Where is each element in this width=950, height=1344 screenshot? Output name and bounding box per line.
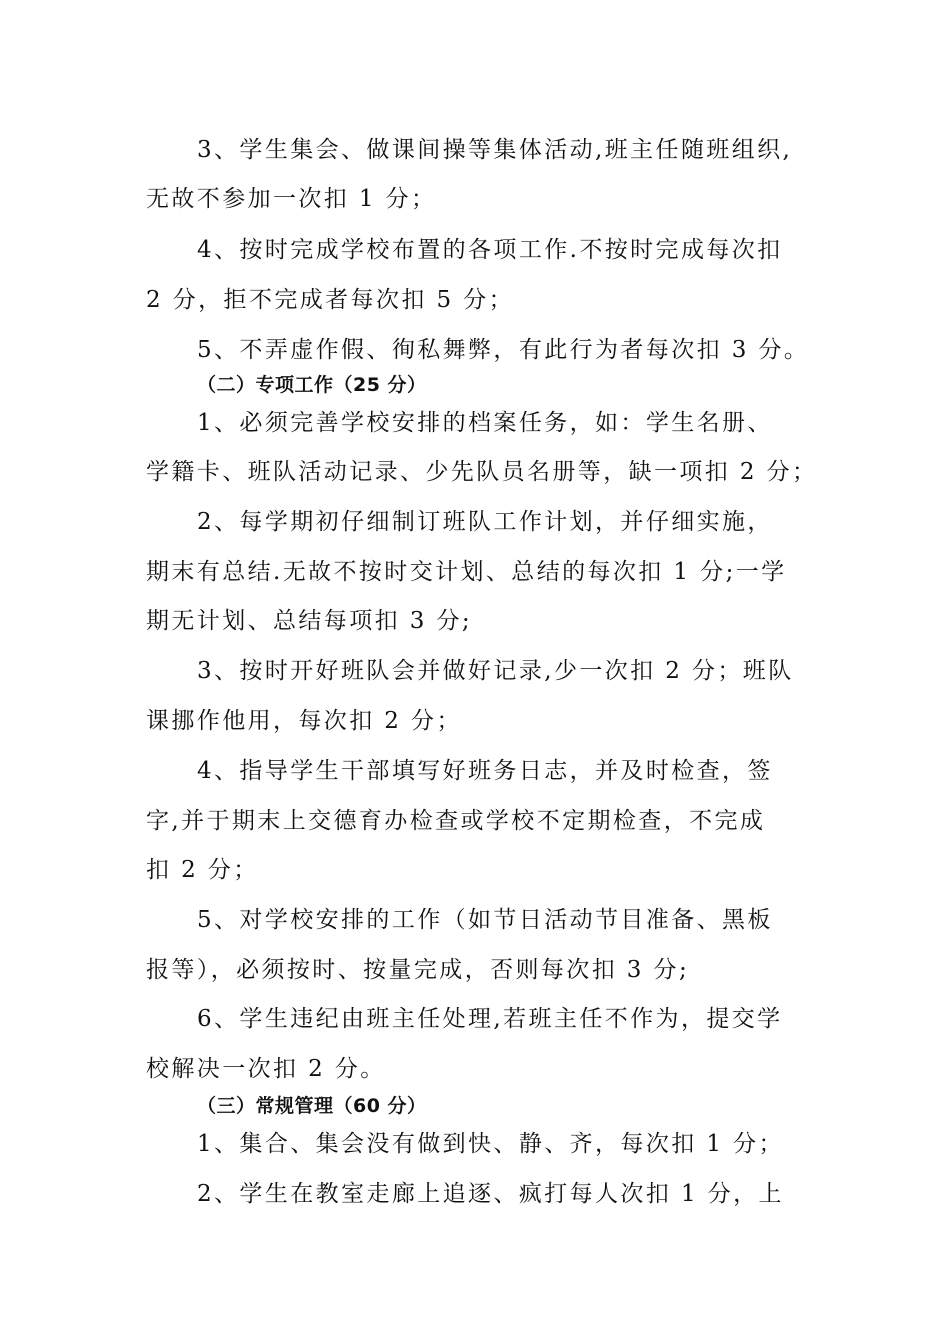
special-item-2-line-2: 期末有总结.无故不按时交计划、总结的每次扣 1 分;一学 [146,559,787,585]
special-item-4-line-3: 扣 2 分； [146,857,259,883]
special-item-2-line-3: 期无计划、总结每项扣 3 分; [146,608,473,634]
special-item-5-line-2: 报等），必须按时、按量完成，否则每次扣 3 分; [146,957,690,983]
special-item-4-line-1: 4、指导学生干部填写好班务日志，并及时检查，签 [197,758,773,784]
section-heading-routine-management: （三）常规管理（60 分） [197,1095,427,1117]
special-item-3-line-2: 课挪作他用，每次扣 2 分； [146,708,462,734]
special-item-6-line-1: 6、学生违纪由班主任处理,若班主任不作为，提交学 [197,1006,783,1032]
paragraph-item-3-line-1: 3、学生集会、做课间操等集体活动,班主任随班组织, [197,137,793,163]
special-item-5-line-1: 5、对学校安排的工作（如节日活动节目准备、黑板 [197,907,773,933]
routine-item-2-line-1: 2、学生在教室走廊上追逐、疯打每人次扣 1 分，上 [197,1181,784,1207]
paragraph-item-4-line-1: 4、按时完成学校布置的各项工作.不按时完成每次扣 [197,237,783,263]
special-item-3-line-1: 3、按时开好班队会并做好记录,少一次扣 2 分；班队 [197,658,794,684]
paragraph-item-5-line-1: 5、不弄虚作假、徇私舞弊，有此行为者每次扣 3 分。 [197,337,810,363]
routine-item-1-line-1: 1、集合、集会没有做到快、静、齐，每次扣 1 分； [197,1131,784,1157]
paragraph-item-4-line-2: 2 分，拒不完成者每次扣 5 分； [146,287,514,313]
special-item-2-line-1: 2、每学期初仔细制订班队工作计划，并仔细实施， [197,509,773,535]
section-heading-special-work: （二）专项工作（25 分） [197,374,427,396]
paragraph-item-3-line-2: 无故不参加一次扣 1 分； [146,186,437,212]
special-item-1-line-2: 学籍卡、班队活动记录、少先队员名册等，缺一项扣 2 分； [146,459,818,485]
special-item-6-line-2: 校解决一次扣 2 分。 [146,1056,386,1082]
special-item-4-line-2: 字,并于期末上交德育办检查或学校不定期检查，不完成 [146,808,766,834]
special-item-1-line-1: 1、必须完善学校安排的档案任务，如：学生名册、 [197,410,773,436]
